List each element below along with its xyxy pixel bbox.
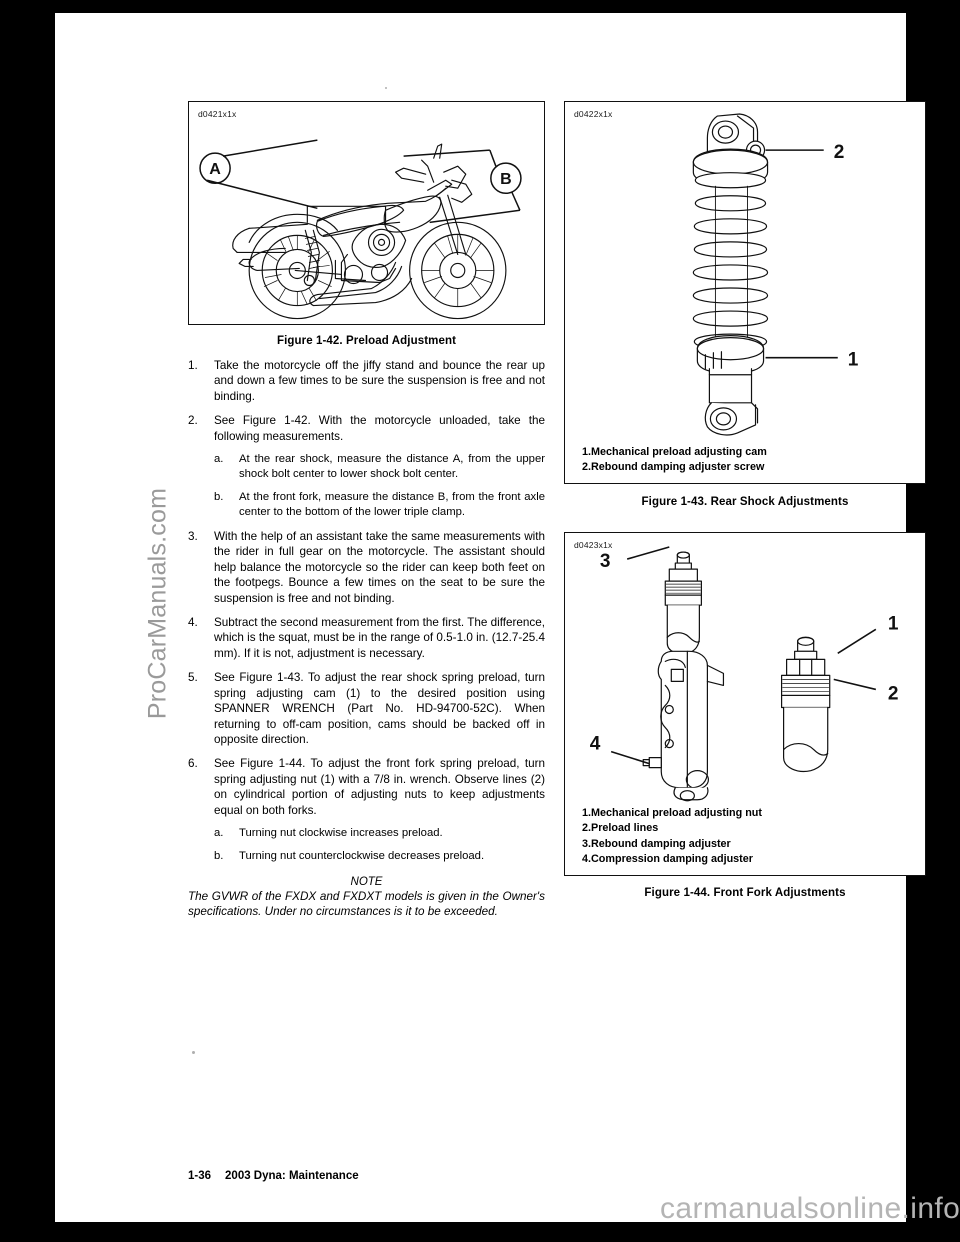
- substep-text: At the front fork, measure the distance B, from the front axle center to the bottom of the lower triple clamp.: [239, 491, 545, 519]
- legend-number: 2.: [582, 461, 592, 474]
- watermark-procarmanuals: ProCarManuals.com: [143, 487, 172, 720]
- substep-number: a.: [214, 826, 224, 839]
- callout-2-leader: [834, 679, 876, 689]
- substep-number: b.: [214, 491, 224, 504]
- step-number: 1.: [188, 359, 198, 372]
- figure-front-fork: [564, 532, 926, 876]
- substep-text: Turning nut counterclockwise decreases preload.: [239, 849, 485, 862]
- motorcycle-side-view-illustration: [189, 102, 544, 327]
- step-item: [188, 756, 545, 818]
- legend-item: [565, 445, 925, 461]
- callout-2-label: 2: [887, 683, 899, 705]
- legend-item: [565, 460, 925, 476]
- step-item: [188, 670, 545, 747]
- step-text: See Figure 1-44. To adjust the front fork spring preload, turn spring adjusting nut (1) with a 7/8 in. wrench. Observe lines (2) on cylindrical portion of adjusting nuts to keep adjustments equal on both forks.: [214, 757, 545, 817]
- step-text: Subtract the second measurement from the first. The difference, which is the squat, must be in the range of 0.5-1.0 in. (12.7-25.4 mm). If it is not, adjustment is necessary.: [214, 616, 545, 660]
- note-text: The GVWR of the FXDX and FXDXT models is given in the Owner's specifications. Under no circumstances is it to be exceeded.: [188, 889, 545, 919]
- document-page: [55, 13, 906, 1222]
- legend-number: 2.: [582, 822, 592, 835]
- callout-3-label: 3: [599, 551, 611, 573]
- step-text: Take the motorcycle off the jiffy stand and bounce the rear up and down a few times to be sure the suspension is free and not binding.: [214, 359, 545, 403]
- figure-caption-1-43: Figure 1-43. Rear Shock Adjustments: [641, 495, 849, 508]
- figure-preload-adjustment: [188, 101, 545, 325]
- substep-item: [214, 849, 545, 864]
- legend-text: Compression damping adjuster: [591, 853, 753, 866]
- step-item: [188, 413, 545, 444]
- step-item: [188, 358, 545, 404]
- legend-number: 1.: [582, 445, 592, 458]
- step-text: See Figure 1-42. With the motorcycle unloaded, take the following measurements.: [214, 414, 545, 443]
- legend-text: Preload lines: [591, 822, 659, 835]
- figure-rear-shock: [564, 101, 926, 484]
- legend-number: 3.: [582, 837, 592, 850]
- substep-text: Turning nut clockwise increases preload.: [239, 826, 443, 839]
- legend-text: Mechanical preload adjusting cam: [591, 445, 767, 458]
- step-number: 6.: [188, 757, 198, 771]
- legend-text: Mechanical preload adjusting nut: [591, 806, 762, 819]
- substep-number: a.: [214, 453, 224, 466]
- substep-number: b.: [214, 849, 224, 862]
- right-column: [564, 101, 926, 899]
- legend-number: 4.: [582, 853, 592, 866]
- step-item: [188, 529, 545, 606]
- figure-legend-rear-shock: [565, 441, 925, 483]
- scan-artifact: [385, 87, 387, 89]
- procedure-list: [188, 358, 545, 920]
- step-item: [188, 615, 545, 661]
- callout-2-label: 2: [833, 142, 845, 164]
- scan-artifact: [192, 1051, 195, 1054]
- note-heading: NOTE: [350, 875, 383, 888]
- callout-3-leader: [627, 547, 669, 559]
- callout-b-label: B: [500, 170, 512, 189]
- step-number: 4.: [188, 616, 198, 630]
- rear-shock-absorber-illustration: [565, 102, 925, 441]
- callout-1-leader: [838, 629, 876, 653]
- legend-text: Rebound damping adjuster screw: [591, 461, 765, 474]
- footer-page-number: 1-36: [188, 1170, 212, 1182]
- callout-1-label: 1: [887, 613, 899, 635]
- legend-item: [565, 821, 925, 837]
- figure-caption-1-42: Figure 1-42. Preload Adjustment: [276, 335, 457, 347]
- step-number: 2.: [188, 414, 198, 428]
- figure-id-label: d0421x1x: [198, 109, 237, 119]
- page-footer: [188, 1170, 359, 1182]
- callout-a-label: A: [209, 160, 221, 179]
- legend-item: [565, 806, 925, 822]
- figure-caption-1-44: Figure 1-44. Front Fork Adjustments: [644, 886, 846, 899]
- step-number: 5.: [188, 671, 198, 685]
- legend-item: [565, 852, 925, 868]
- step-text: See Figure 1-43. To adjust the rear shock spring preload, turn spring adjusting cam (1) to the desired position using SPANNER WRENCH (Part No. HD-94700-52C). When returning to off-cam position, cams should be backed off in opposite direction.: [214, 671, 545, 746]
- figure-id-label: d0422x1x: [574, 109, 613, 119]
- front-fork-components-illustration: [565, 533, 925, 802]
- step-text: With the help of an assistant take the same measurements with the rider in full gear on the motorcycle. The assistant should help balance the motorcycle so the rider can keep both feet on the footpegs. Bounce a few times on the seat to be sure the suspension is free and not binding.: [214, 530, 545, 605]
- callout-4-label: 4: [589, 733, 601, 755]
- substep-item: [214, 826, 545, 841]
- substep-item: [214, 490, 545, 520]
- callout-1-label: 1: [847, 349, 859, 371]
- legend-number: 1.: [582, 806, 592, 819]
- figure-legend-front-fork: [565, 802, 925, 875]
- legend-text: Rebound damping adjuster: [591, 837, 731, 850]
- step-number: 3.: [188, 530, 198, 544]
- substep-item: [214, 452, 545, 482]
- substep-text: At the rear shock, measure the distance A, from the upper shock bolt center to lower shock bolt center.: [239, 453, 545, 481]
- callout-4-leader: [611, 752, 649, 764]
- figure-id-label: d0423x1x: [574, 539, 613, 550]
- left-column: [188, 101, 545, 920]
- footer-title: 2003 Dyna: Maintenance: [225, 1170, 359, 1182]
- legend-item: [565, 837, 925, 853]
- watermark-carmanualsonline: carmanualsonline.info: [660, 1192, 960, 1225]
